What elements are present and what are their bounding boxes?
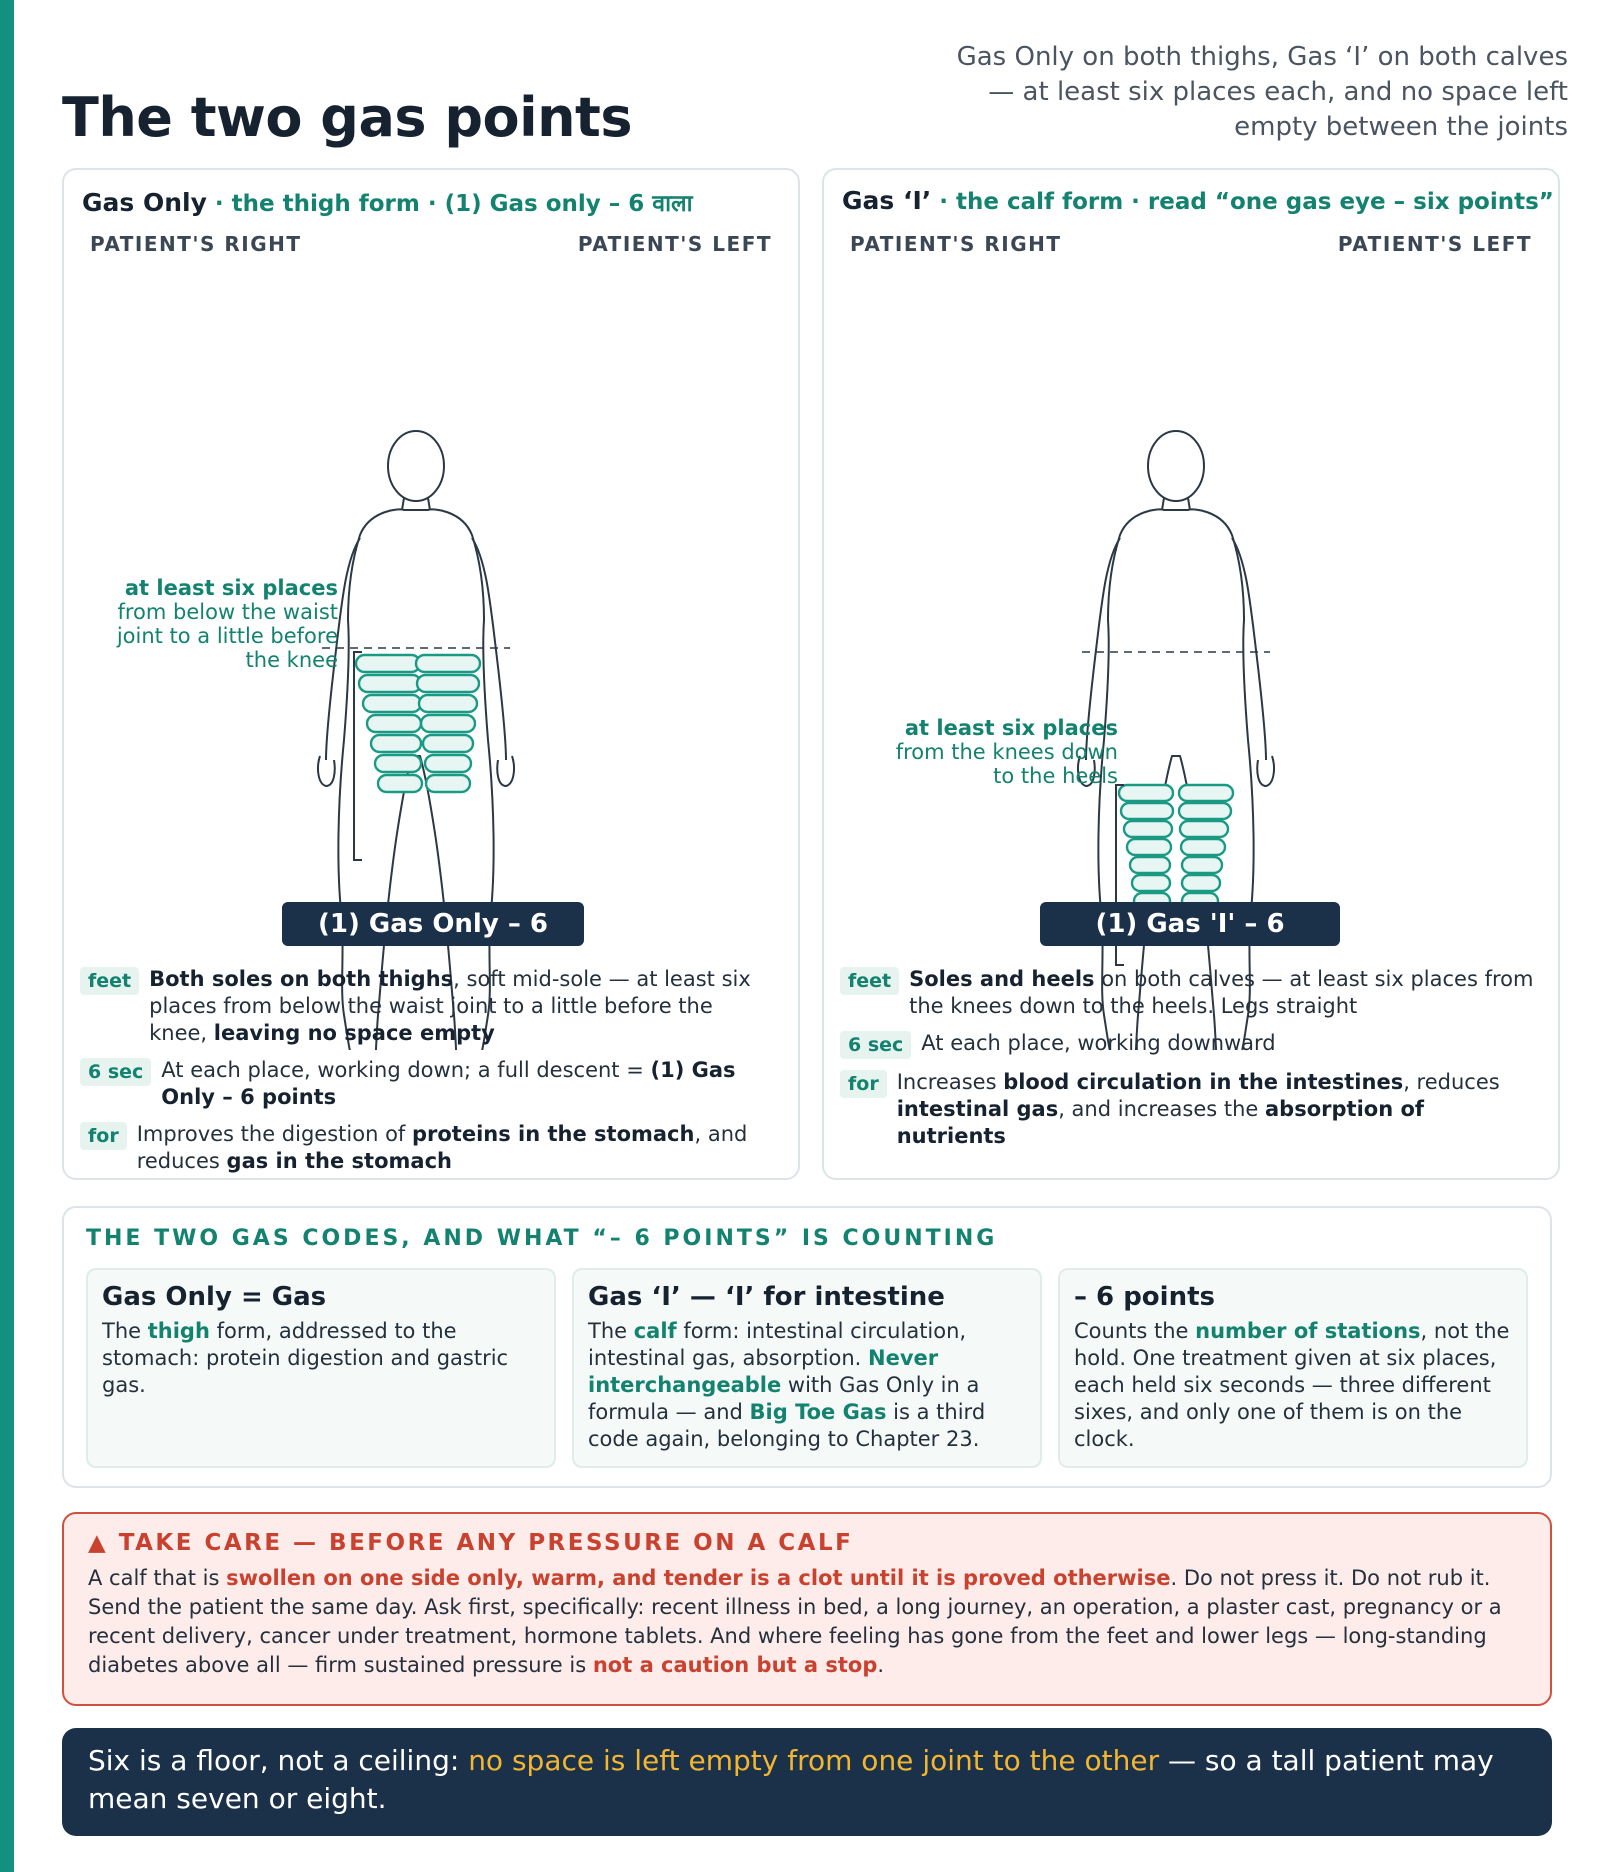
text-bold: proteins in the stomach bbox=[411, 1122, 695, 1146]
code-card-title: Gas Only = Gas bbox=[102, 1282, 327, 1312]
tag-feet: feet bbox=[80, 967, 139, 995]
pressure-point-band bbox=[1130, 857, 1170, 873]
head-outline bbox=[1148, 431, 1204, 501]
text-bold: calf bbox=[633, 1319, 677, 1343]
pressure-point-band bbox=[363, 695, 421, 712]
tag-feet: feet bbox=[840, 967, 899, 995]
text: , not the hold. One treatment given at six places, each held six seconds — three different sixes, and only one of them is on the clock. bbox=[1074, 1319, 1510, 1451]
pressure-point-band bbox=[417, 675, 479, 692]
gas-i-title-sub: · the calf form · read “one gas eye – six points” bbox=[931, 189, 1554, 215]
gas-i-title: Gas ‘I’ bbox=[842, 186, 932, 215]
pressure-point-band bbox=[1119, 785, 1173, 801]
pressure-point-band bbox=[426, 775, 470, 792]
calf-bracket-bold: at least six places bbox=[904, 716, 1118, 740]
text: Improves the digestion of bbox=[136, 1122, 412, 1146]
text: , reduces bbox=[1403, 1070, 1500, 1094]
text-bold: leaving no space empty bbox=[213, 1021, 495, 1045]
thigh-bracket-text: from below the waist joint to a little before the knee bbox=[116, 600, 338, 672]
code-card-body bbox=[1074, 1318, 1512, 1453]
page-subtitle: Gas Only on both thighs, Gas ‘I’ on both calves — at least six places each, and no space left empty between the joints bbox=[956, 42, 1568, 142]
pressure-point-band bbox=[419, 695, 477, 712]
instruction-row-feet bbox=[840, 966, 1534, 1020]
pressure-point-band bbox=[425, 755, 471, 772]
text: , and reduces bbox=[136, 1122, 748, 1173]
gas-codes-title: THE TWO GAS CODES, AND WHAT “– 6 POINTS” IS COUNTING bbox=[86, 1226, 998, 1251]
text: on both calves — at least six places from the knees down to the heels. Legs straight bbox=[909, 967, 1534, 1018]
page-title: The two gas points bbox=[62, 86, 632, 149]
text: A calf that is bbox=[88, 1566, 227, 1590]
code-card-title: – 6 points bbox=[1074, 1282, 1215, 1312]
gas-only-panel-heading bbox=[82, 186, 788, 218]
text: form, addressed to the stomach: protein digestion and gastric gas. bbox=[102, 1319, 509, 1397]
code-card-body bbox=[588, 1318, 1026, 1453]
text-bold: thigh bbox=[147, 1319, 210, 1343]
gas-i-panel-heading bbox=[842, 186, 1554, 215]
text: is a third code again, belonging to Chapter 23. bbox=[588, 1400, 986, 1451]
code-card-title: Gas ‘I’ — ‘I’ for intestine bbox=[588, 1282, 945, 1312]
pressure-point-band bbox=[367, 715, 421, 732]
tag-6-sec: 6 sec bbox=[80, 1058, 151, 1086]
pressure-point-band bbox=[375, 755, 421, 772]
code-card-6-points bbox=[1058, 1268, 1528, 1468]
caution-box bbox=[62, 1512, 1552, 1706]
gas-only-instructions bbox=[80, 966, 774, 1185]
code-card-gas-i bbox=[572, 1268, 1042, 1468]
text: The bbox=[102, 1319, 148, 1343]
patient-right-label: PATIENT'S RIGHT bbox=[90, 232, 302, 256]
pressure-point-band bbox=[1121, 803, 1173, 819]
gas-i-panel bbox=[822, 168, 1560, 1180]
text: with Gas Only in a formula — and bbox=[588, 1373, 980, 1424]
pressure-point-band bbox=[1132, 875, 1170, 891]
text-bold: Big Toe Gas bbox=[749, 1400, 887, 1424]
gas-only-panel bbox=[62, 168, 800, 1180]
text-bold: Soles and heels bbox=[909, 967, 1095, 991]
code-card-gas-only bbox=[86, 1268, 556, 1468]
pressure-point-band bbox=[1182, 875, 1220, 891]
text: , soft mid-sole — at least six places from below the waist joint to a little before the knee, bbox=[149, 967, 751, 1045]
text: , and increases the bbox=[1058, 1097, 1266, 1121]
patient-left-label: PATIENT'S LEFT bbox=[1337, 232, 1532, 256]
pressure-bands bbox=[356, 655, 480, 792]
tag-6-sec: 6 sec bbox=[840, 1031, 911, 1059]
text: . Do not press it. Do not rub it. Send the patient the same day. Ask first, specifically: recent illness in bed, a long journey, an operation, a plaster cast, pregnancy or a recent delivery, cancer under treatment, hormone tablets. And where feeling has gone from the feet and lower legs — long-standing diabetes above all — firm sustained pressure is bbox=[88, 1566, 1502, 1677]
instruction-row-6sec bbox=[80, 1057, 774, 1111]
gas-codes-box bbox=[62, 1206, 1552, 1488]
text: At each place, working down; a full descent = bbox=[161, 1058, 651, 1082]
gas-only-code-pill: (1) Gas Only – 6 bbox=[282, 902, 584, 946]
thigh-bracket-annotation bbox=[88, 576, 338, 672]
pressure-point-band bbox=[416, 655, 480, 672]
pressure-point-band bbox=[378, 775, 422, 792]
text: Increases bbox=[896, 1070, 1004, 1094]
text-bold: gas in the stomach bbox=[226, 1149, 452, 1173]
thigh-bracket-bold: at least six places bbox=[124, 576, 338, 600]
code-card-body bbox=[102, 1318, 540, 1399]
pressure-point-band bbox=[371, 735, 421, 752]
text-bold: absorption of nutrients bbox=[896, 1097, 1425, 1148]
pressure-point-band bbox=[1127, 839, 1171, 855]
pressure-point-band bbox=[1179, 803, 1231, 819]
pressure-point-band bbox=[423, 735, 473, 752]
text-bold: Never interchangeable bbox=[588, 1346, 939, 1397]
patient-right-label: PATIENT'S RIGHT bbox=[850, 232, 1062, 256]
text: — so a tall patient may mean seven or eight. bbox=[88, 1744, 1494, 1815]
pressure-point-band bbox=[1180, 821, 1228, 837]
instruction-row-feet bbox=[80, 966, 774, 1047]
left-accent-bar bbox=[0, 0, 14, 1872]
gas-only-title-sub: · the thigh form · (1) Gas only – 6 वाला bbox=[206, 191, 693, 217]
gas-i-instructions bbox=[840, 966, 1534, 1160]
calf-bracket-annotation bbox=[868, 716, 1118, 788]
text-bold: number of stations bbox=[1195, 1319, 1421, 1343]
instruction-row-for bbox=[80, 1121, 774, 1175]
text: Counts the bbox=[1074, 1319, 1196, 1343]
pressure-point-band bbox=[359, 675, 421, 692]
pressure-point-band bbox=[1124, 821, 1172, 837]
patient-left-label: PATIENT'S LEFT bbox=[577, 232, 772, 256]
text-warning: swollen on one side only, warm, and tender is a clot until it is proved otherwise bbox=[226, 1566, 1171, 1590]
text-warning: not a caution but a stop bbox=[592, 1653, 878, 1677]
gas-only-title: Gas Only bbox=[82, 188, 207, 217]
pressure-point-band bbox=[1181, 839, 1225, 855]
head-outline bbox=[388, 431, 444, 501]
pressure-point-band bbox=[421, 715, 475, 732]
pressure-bands bbox=[1119, 785, 1233, 909]
text-bold: Both soles on both thighs bbox=[149, 967, 454, 991]
pressure-point-band bbox=[1182, 857, 1222, 873]
text: . bbox=[877, 1653, 885, 1677]
gas-i-code-pill: (1) Gas 'I' – 6 bbox=[1040, 902, 1340, 946]
text-highlight: no space is left empty from one joint to the other bbox=[468, 1744, 1160, 1777]
text: Six is a floor, not a ceiling: bbox=[88, 1744, 469, 1777]
text-bold: (1) Gas Only – 6 points bbox=[161, 1058, 736, 1109]
six-is-a-floor-banner bbox=[62, 1728, 1552, 1836]
calf-bracket-text: from the knees down to the heels bbox=[895, 740, 1118, 788]
caution-body bbox=[88, 1564, 1526, 1680]
instruction-row-6sec bbox=[840, 1030, 1534, 1059]
text: At each place, working downward bbox=[921, 1031, 1276, 1055]
text-bold: intestinal gas bbox=[896, 1097, 1059, 1121]
text-bold: blood circulation in the intestines bbox=[1003, 1070, 1404, 1094]
pressure-point-band bbox=[1179, 785, 1233, 801]
instruction-row-for bbox=[840, 1069, 1534, 1150]
caution-title: ▲ TAKE CARE — BEFORE ANY PRESSURE ON A CALF bbox=[88, 1530, 854, 1556]
pressure-point-band bbox=[356, 655, 420, 672]
text: form: intestinal circulation, intestinal gas, absorption. bbox=[588, 1319, 967, 1370]
text: The bbox=[588, 1319, 634, 1343]
tag-for: for bbox=[80, 1122, 127, 1150]
tag-for: for bbox=[840, 1070, 887, 1098]
